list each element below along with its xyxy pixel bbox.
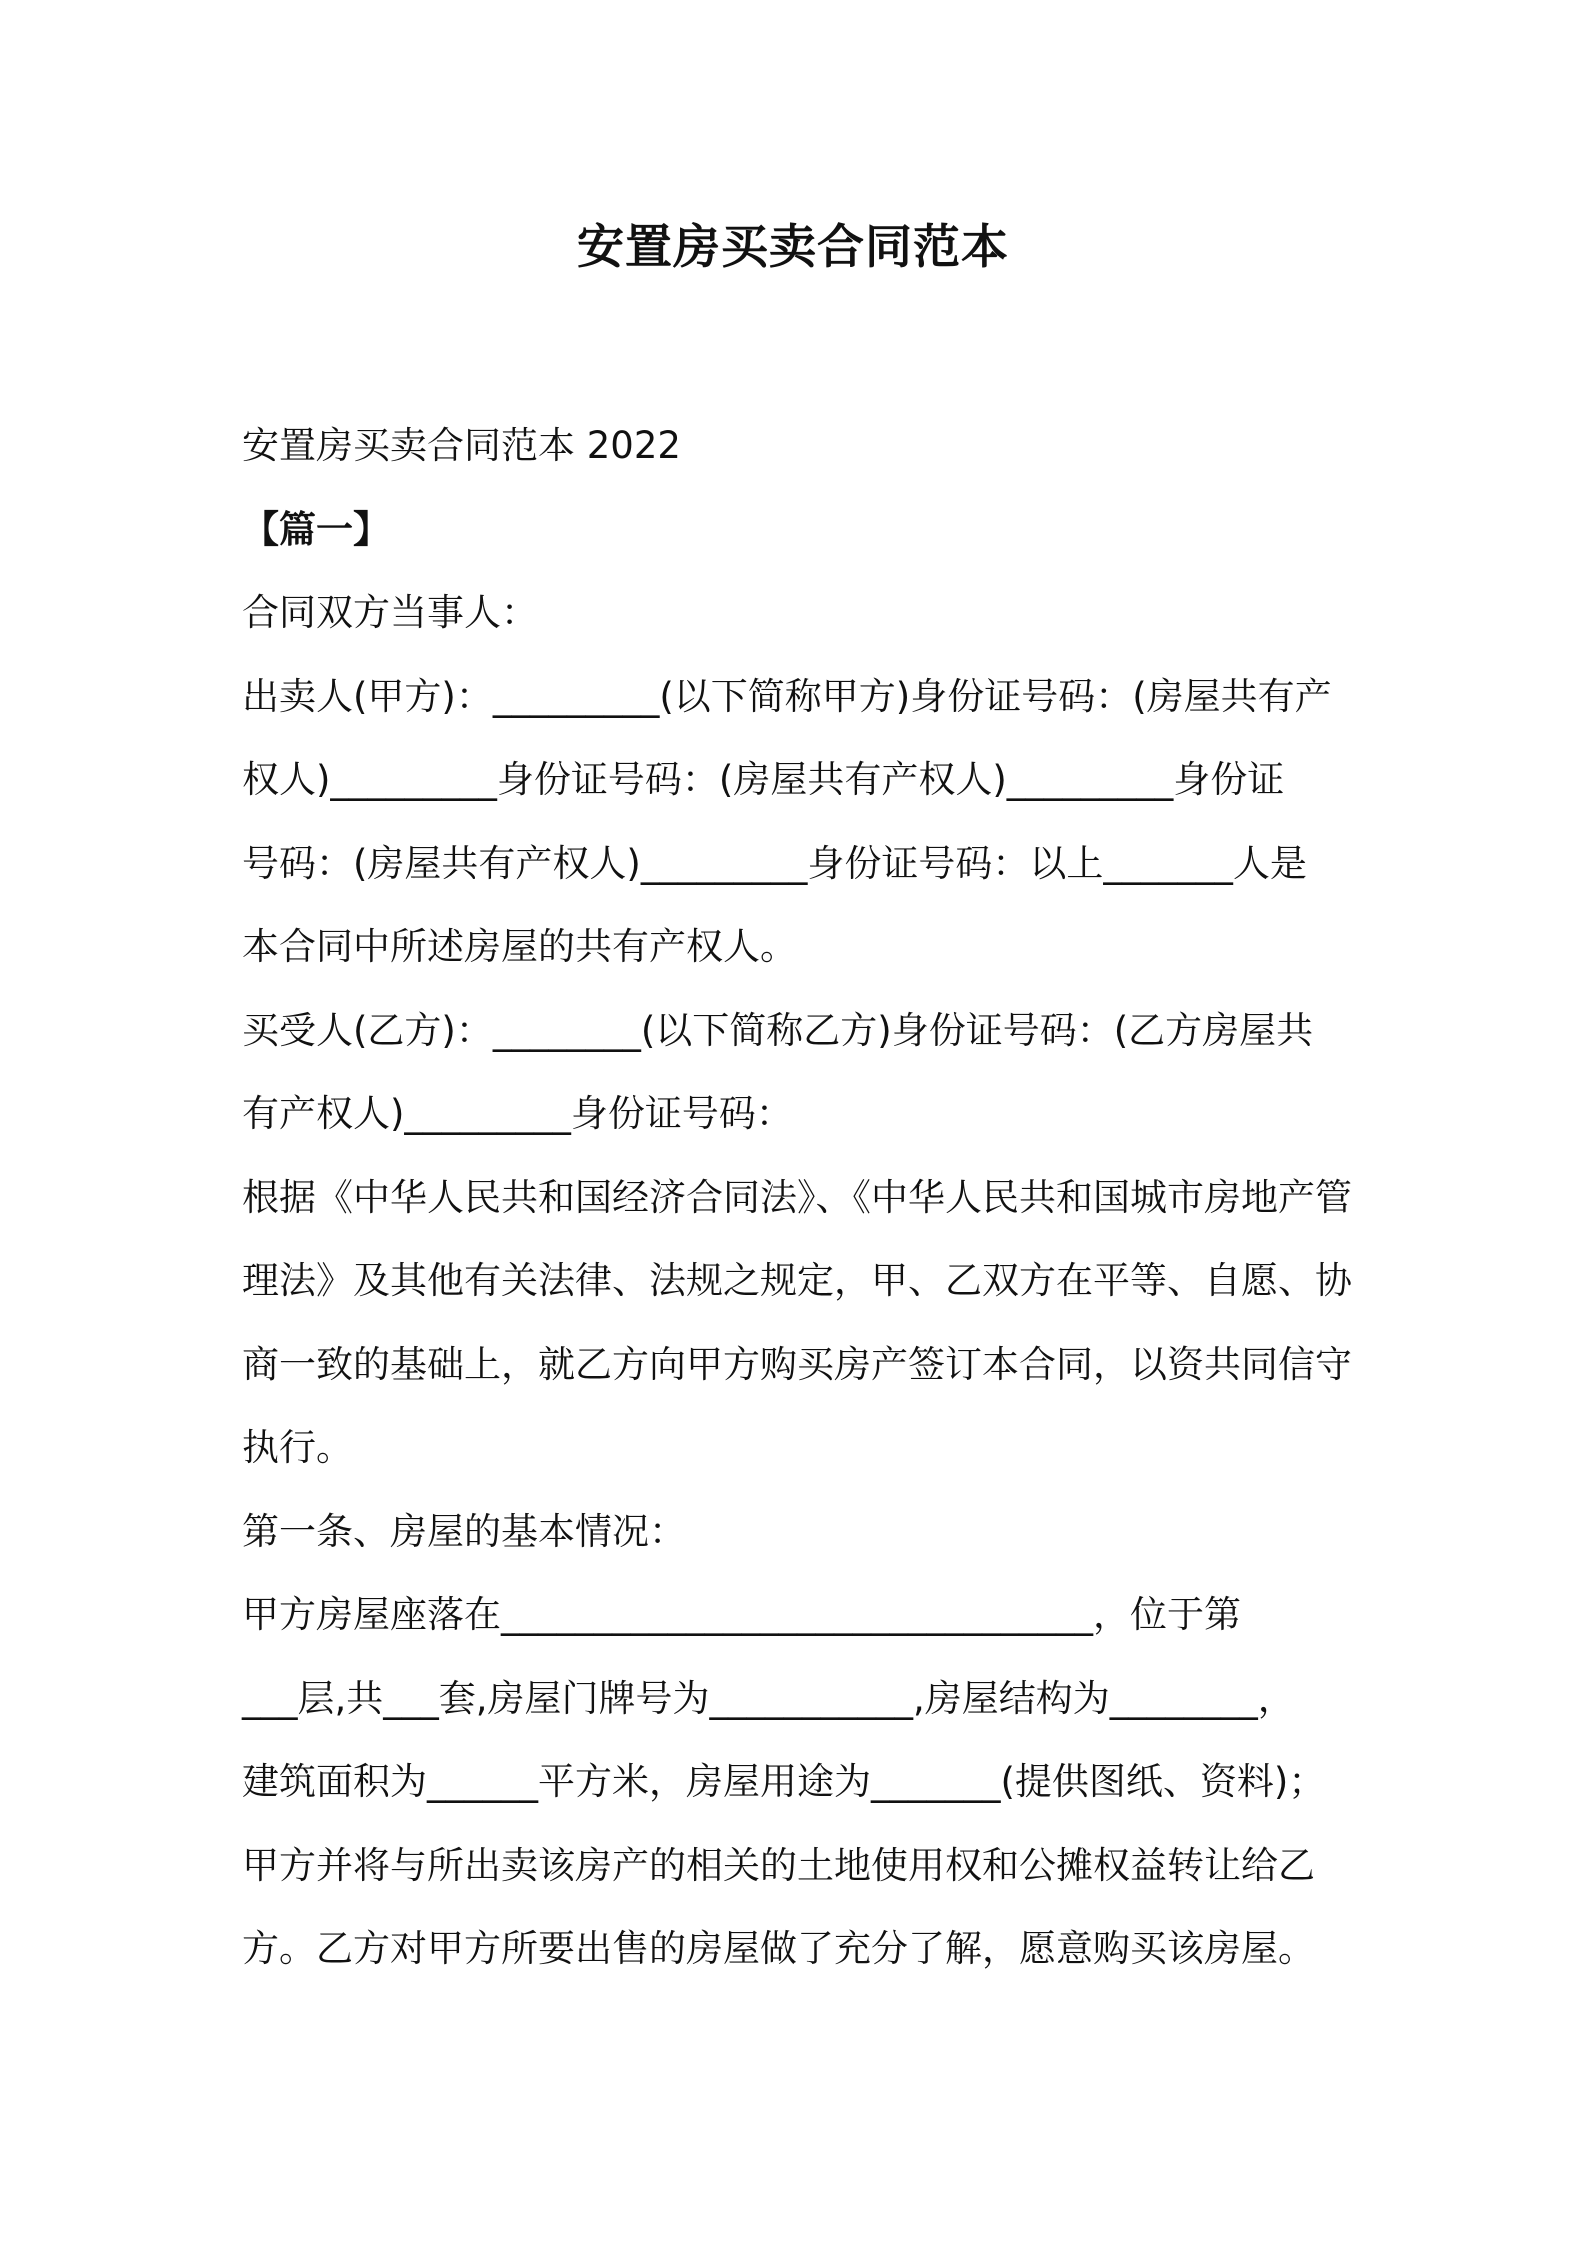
document-line: 【篇一】	[242, 507, 390, 551]
document-line: 权人)_________身份证号码：(房屋共有产权人)_________身份证	[242, 758, 1285, 801]
document-line: 买受人(乙方)：________(以下简称乙方)身份证号码：(乙方房屋共	[242, 1008, 1314, 1052]
document-line: 出卖人(甲方)：_________(以下简称甲方)身份证号码：(房屋共有产	[242, 674, 1332, 718]
document-line: 本合同中所述房屋的共有产权人。	[242, 925, 797, 968]
document-line: 执行。	[242, 1426, 353, 1469]
document-line: 甲方房屋座落在________________________________，位于第	[242, 1593, 1241, 1636]
document-line: 商一致的基础上，就乙方向甲方购买房产签订本合同，以资共同信守	[242, 1342, 1352, 1386]
document-line: 有产权人)_________身份证号码：	[242, 1092, 793, 1135]
document-line: 甲方并将与所出卖该房产的相关的土地使用权和公摊权益转让给乙	[242, 1843, 1315, 1887]
document-line: ___层,共___套,房屋门牌号为___________,房屋结构为________，	[242, 1676, 1295, 1720]
document-line: 第一条、房屋的基本情况：	[242, 1509, 686, 1553]
document-line: 建筑面积为______平方米，房屋用途为_______(提供图纸、资料)；	[242, 1760, 1326, 1803]
document-body	[242, 404, 1362, 1970]
document-line: 根据《中华人民共和国经济合同法》、《中华人民共和国城市房地产管	[242, 1175, 1352, 1219]
document-line: 理法》及其他有关法律、法规之规定，甲、乙双方在平等、自愿、协	[242, 1259, 1352, 1302]
document-line: 方。乙方对甲方所要出售的房屋做了充分了解，愿意购买该房屋。	[242, 1927, 1315, 1970]
document-line: 合同双方当事人：	[242, 591, 538, 634]
document-title: 安置房买卖合同范本	[577, 220, 1009, 275]
document-line: 安置房买卖合同范本 2022	[242, 424, 681, 467]
document-line: 号码：(房屋共有产权人)_________身份证号码：以上_______人是	[242, 841, 1307, 885]
